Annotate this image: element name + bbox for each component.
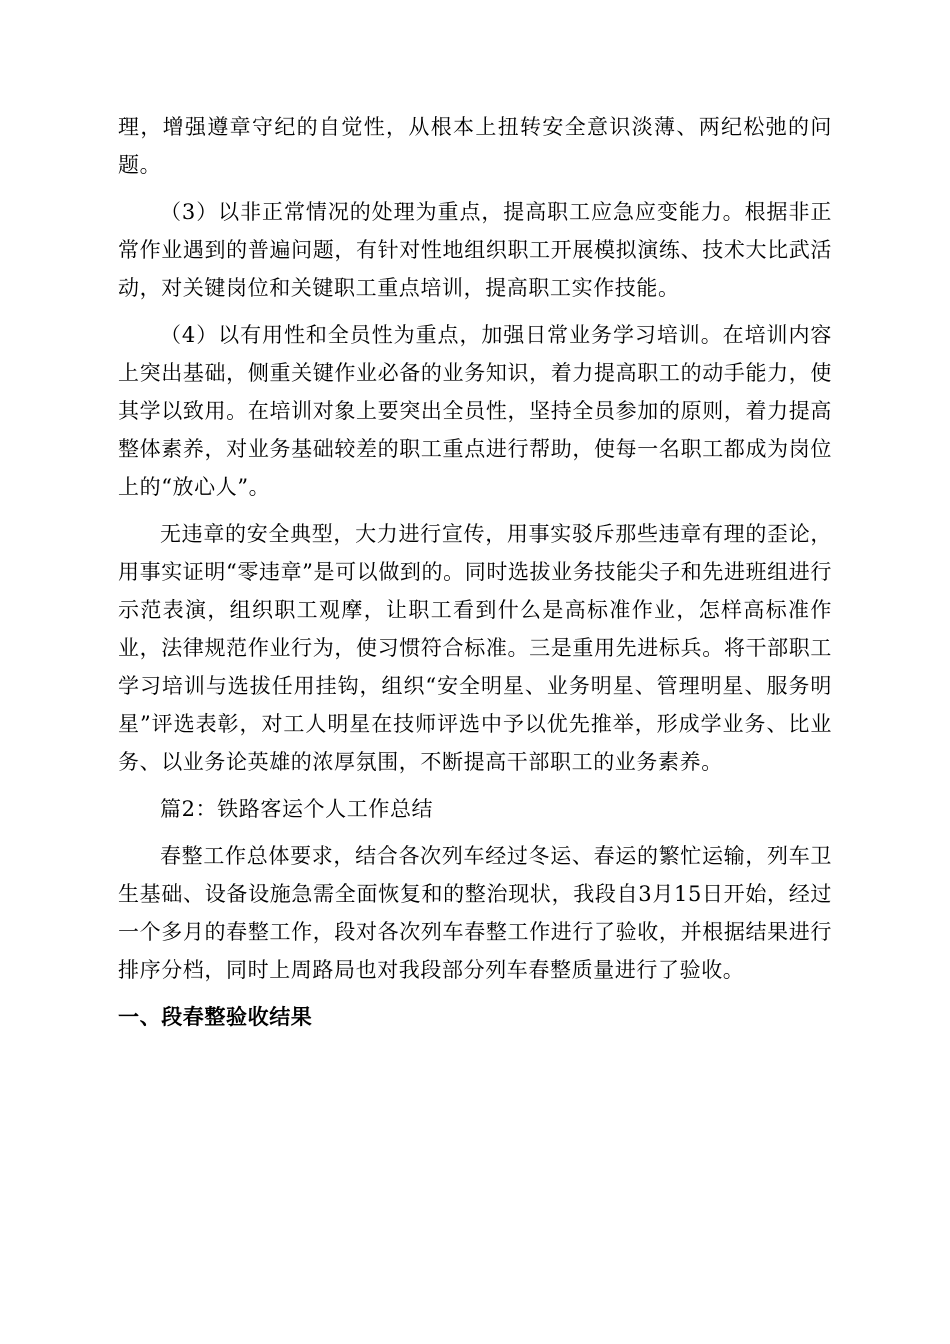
paragraph-continuation: 理，增强遵章守纪的自觉性，从根本上扭转安全意识淡薄、两纪松弛的问题。 [118, 115, 832, 177]
section-title-article-2: 篇2：铁路客运个人工作总结 [160, 797, 434, 821]
paragraph-spring-overhaul: 春整工作总体要求，结合各次列车经过冬运、春运的繁忙运输，列车卫生基础、设备设施急需全面恢复和的整治现状，我段自3月15日开始，经过一个多月的春整工作，段对各次列车春整工作进行了验收，并根据结果进行排序分档，同时上周路局也对我段部分列车春整质量进行了验收。 [118, 844, 832, 982]
paragraph-emergency-training: （3）以非正常情况的处理为重点，提高职工应急应变能力。根据非正常作业遇到的普遍问题，有针对性地组织职工开展模拟演练、技术大比武活动，对关键岗位和关键职工重点培训，提高职工实作技能。 [118, 200, 832, 300]
heading-acceptance-results: 一、段春整验收结果 [118, 1004, 313, 1029]
paragraph-safety-model: 无违章的安全典型，大力进行宣传，用事实驳斥那些违章有理的歪论，用事实证明“零违章”是可以做到的。同时选拔业务技能尖子和先进班组进行示范表演，组织职工观摩，让职工看到什么是高标准作业，怎样高标准作业，法律规范作业行为，使习惯符合标准。三是重用先进标兵。将干部职工学习培训与选拔任用挂钩，组织“安全明星、业务明星、管理明星、服务明星”评选表彰，对工人明星在技师评选中予以优先推举，形成学业务、比业务、以业务论英雄的浓厚氛围，不断提高干部职工的业务素养。 [118, 522, 832, 774]
paragraph-daily-training: （4）以有用性和全员性为重点，加强日常业务学习培训。在培训内容上突出基础，侧重关键作业必备的业务知识，着力提高职工的动手能力，使其学以致用。在培训对象上要突出全员性，坚持全员参加的原则，着力提高整体素养，对业务基础较差的职工重点进行帮助，使每一名职工都成为岗位上的“放心人”。 [118, 323, 832, 499]
document-page [118, 108, 832, 1036]
